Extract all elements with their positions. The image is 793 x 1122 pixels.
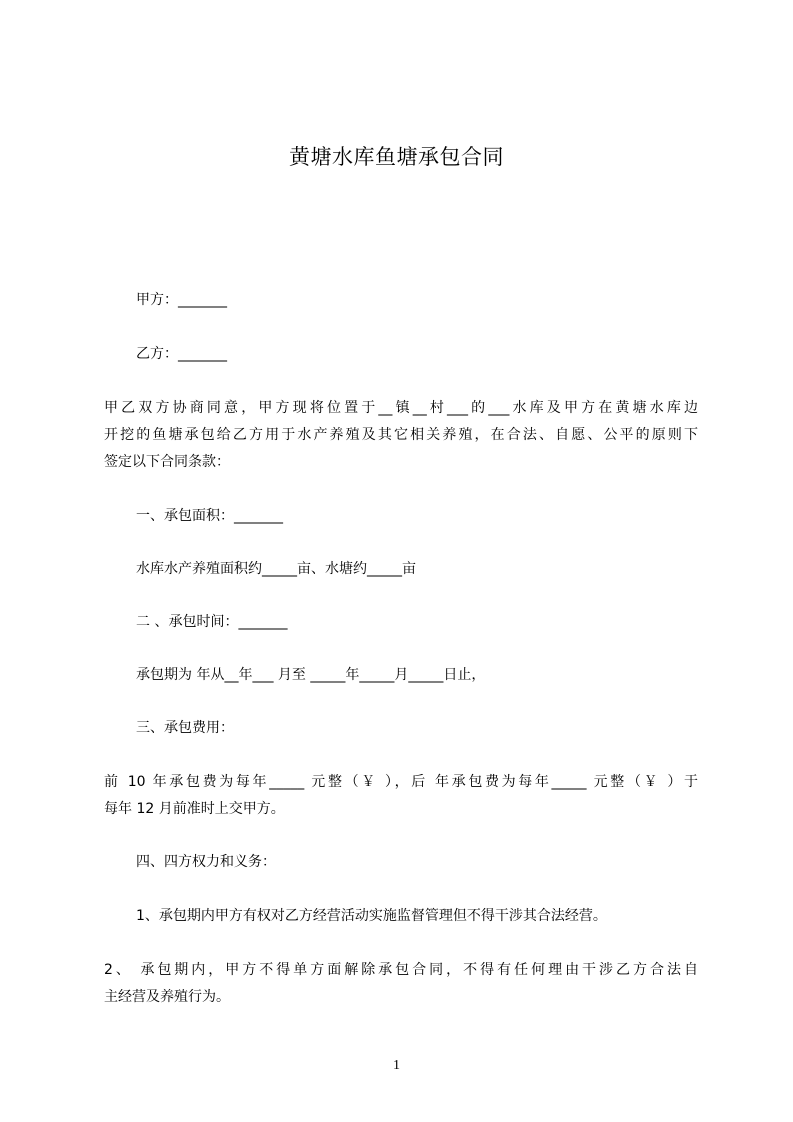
intro-paragraph-line-3: 签定以下合同条款：: [104, 454, 230, 470]
section-4-item-1: 1、承包期内甲方有权对乙方经营活动实施监督管理但不得干涉其合法经营。: [136, 908, 607, 924]
section-1-detail: 水库水产养殖面积约_____亩、水塘约_____亩: [136, 561, 416, 577]
section-3-detail-line-1: 前 10 年承包费为每年_____ 元整（￥ ），后 年承包费为每年_____ 元整（￥ ）于: [104, 774, 698, 790]
document-title: 黄塘水库鱼塘承包合同: [289, 145, 504, 169]
party-b-line: 乙方：_______: [136, 346, 227, 362]
section-2-detail: 承包期为 年从__年___ 月至 _____年_____月_____日止，: [136, 667, 486, 683]
section-4-item-2-line-1: 2、 承包期内，甲方不得单方面解除承包合同，不得有任何理由干涉乙方合法自: [104, 962, 698, 978]
section-4-item-2-line-2: 主经营及养殖行为。: [104, 989, 230, 1005]
intro-paragraph-line-2: 开挖的鱼塘承包给乙方用于水产养殖及其它相关养殖，在合法、自愿、公平的原则下: [104, 427, 698, 443]
section-3-detail-line-2: 每年 12 月前准时上交甲方。: [104, 801, 285, 817]
intro-paragraph-line-1: 甲乙双方协商同意，甲方现将位置于__镇__村___的___水库及甲方在黄塘水库边: [104, 400, 698, 416]
party-a-line: 甲方：_______: [136, 292, 227, 308]
section-4-heading: 四、四方权力和义务：: [136, 854, 276, 870]
section-3-heading: 三、承包费用：: [136, 720, 234, 736]
page-number: 1: [393, 1058, 400, 1073]
section-1-heading: 一、承包面积：_______: [136, 508, 283, 524]
section-2-heading: 二 、承包时间：_______: [136, 614, 288, 630]
